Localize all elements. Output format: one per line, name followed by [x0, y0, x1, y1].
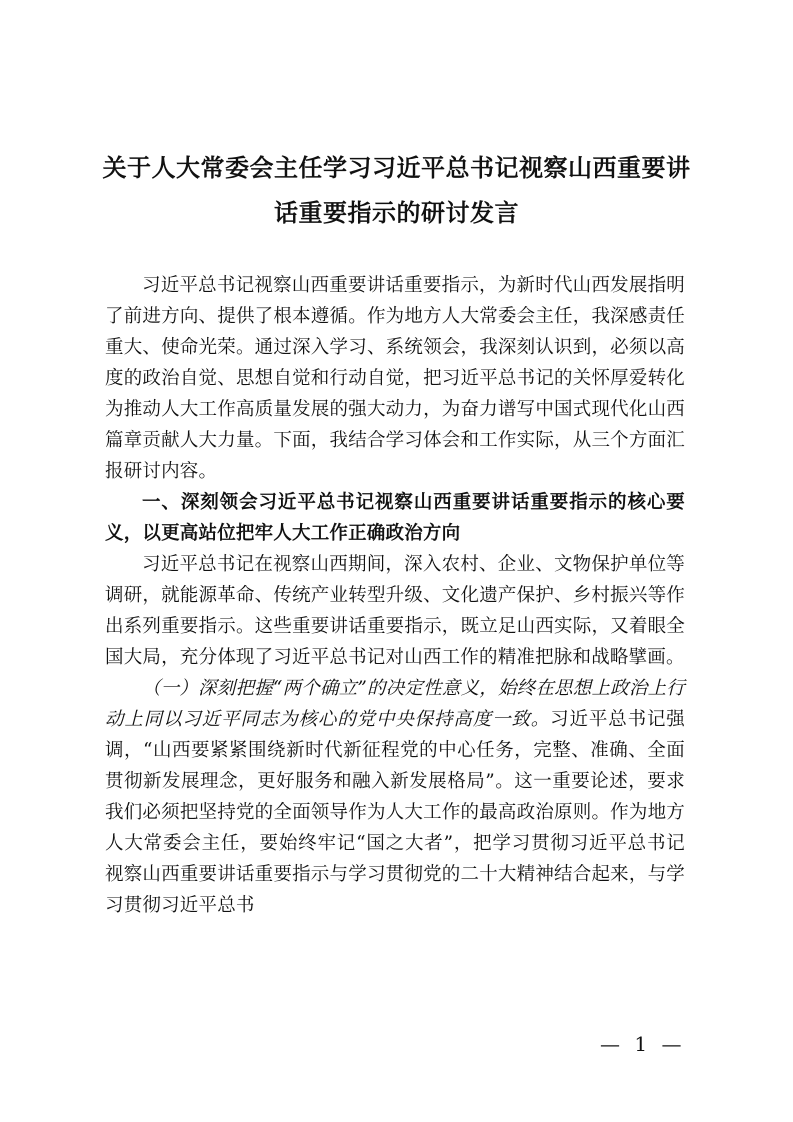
- document-body: [105, 270, 685, 921]
- section-1-heading: 一、深刻领会习近平总书记视察山西重要讲话重要指示的核心要义，以更高站位把牢人大工作正确政治方向: [105, 492, 685, 544]
- document-title-line-1: 关于人大常委会主任学习习近平总书记视察山西重要讲: [102, 154, 691, 182]
- intro-paragraph: 习近平总书记视察山西重要讲话重要指示，为新时代山西发展指明了前进方向、提供了根本遵循。作为地方人大常委会主任，我深感责任重大、使命光荣。通过深入学习、系统领会，我深刻认识到，必须以高度的政治自觉、思想自觉和行动自觉，把习近平总书记的关怀厚爱转化为推动人大工作高质量发展的强大动力，为奋力谱写中国式现代化山西篇章贡献人大力量。下面，我结合学习体会和工作实际，从三个方面汇报研讨内容。: [105, 275, 685, 482]
- subsection-1-paragraph: [105, 673, 685, 921]
- document-title-line-2: 话重要指示的研讨发言: [274, 199, 519, 227]
- section-1-paragraph: 习近平总书记在视察山西期间，深入农村、企业、文物保护单位等调研，就能源革命、传统产业转型升级、文化遗产保护、乡村振兴等作出系列重要指示。这些重要讲话重要指示，既立足山西实际，又着眼全国大局，充分体现了习近平总书记对山西工作的精准把脉和战略擘画。: [105, 554, 685, 668]
- subsection-1-lead: （一）深刻把握“两个确立”的决定性意义，始终在思想上政治上行动上同以习近平同志为核心的党中央保持高度一致。: [105, 678, 685, 730]
- page-number: — 1 —: [600, 1032, 686, 1056]
- subsection-1-text: 习近平总书记强调，“山西要紧紧围绕新时代新征程党的中心任务，完整、准确、全面贯彻新发展理念，更好服务和融入新发展格局”。这一重要论述，要求我们必须把坚持党的全面领导作为人大工作的最高政治原则。作为地方人大常委会主任，要始终牢记“国之大者”，把学习贯彻习近平总书记视察山西重要讲话重要指示与学习贯彻党的二十大精神结合起来，与学习贯彻习近平总书: [105, 709, 686, 916]
